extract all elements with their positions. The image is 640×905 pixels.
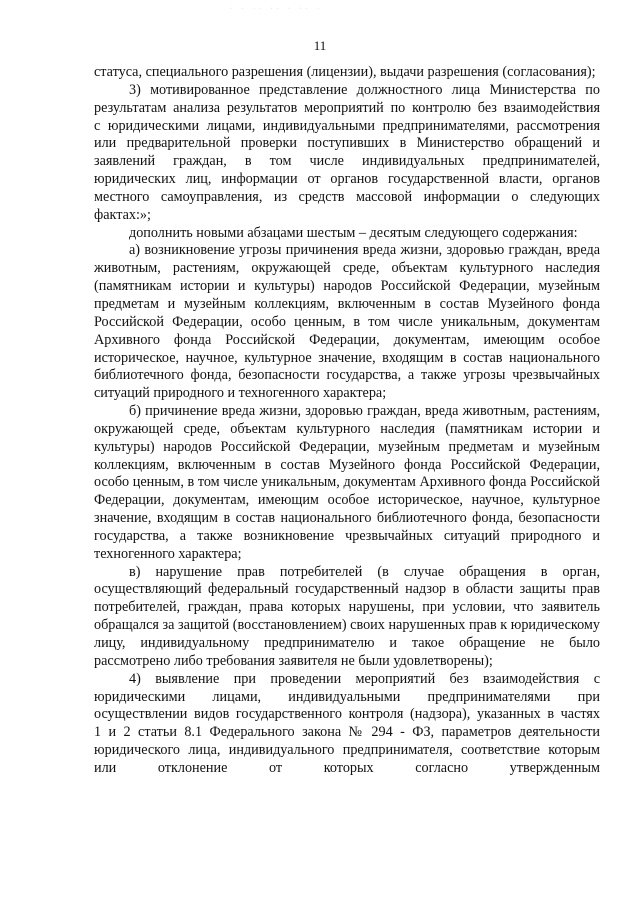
document-body [94,64,600,778]
page-number: 11 [313,38,327,53]
paragraph-amendment-intro: дополнить новыми абзацами шестым – десятым следующего содержания: [129,224,578,241]
paragraph-item-3: 3) мотивированное представление должностного лица Министерства по результатам анализа результатов мероприятий по контролю без взаимодействия с юридическими лицами, индивидуальными предпринимателями, рассмотрения или предварительной проверки поступивших в Министерство обращений и заявлений граждан, в том числе индивидуальных предпринимателей, юридических лиц, информации от органов государственной власти, органов местного самоуправления, из средств массовой информации о следующих фактах:»; [94,81,600,223]
paragraph-item-b: б) причинение вреда жизни, здоровью граждан, вреда животным, растениям, окружающей среде, объектам культурного наследия (памятникам истории и культуры) народов Российской Федерации, музейным предметам и музейным коллекциям, включенным в состав Музейного фонда Российской Федерации, особо ценным, в том числе уникальным, документам Архивного фонда Российской Федерации, документам, имеющим особое историческое, научное, культурное значение, входящим в состав национального библиотечного фонда, безопасности государства, а также возникновение чрезвычайных ситуаций природного и техногенного характера; [94,403,600,562]
paragraph-item-a: а) возникновение угрозы причинения вреда жизни, здоровью граждан, вреда животным, растениям, окружающей среде, объектам культурного наследия (памятникам истории и культуры) народов Российской Федерации, музейным предметам и музейным коллекциям, включенным в состав Музейного фонда Российской Федерации, особо ценным, в том числе уникальным, документам Архивного фонда Российской Федерации, документам, имеющим особое историческое, научное, культурное значение, входящим в состав национального библиотечного фонда, безопасности государства, а также угрозы чрезвычайных ситуаций природного и техногенного характера; [94,242,600,402]
scan-artifacts: · · ·· ·· · ·· · [230,6,323,12]
paragraph-status-continuation: статуса, специального разрешения (лицензии), выдачи разрешения (согласования); [94,64,596,80]
paragraph-item-4: 4) выявление при проведении мероприятий без взаимодействия с юридическими лицами, индивидуальными предпринимателями при осуществлении видов государственного контроля (надзора), указанных в частях 1 и 2 статьи 8.1 Федерального закона № 294 - ФЗ, параметров деятельности юридического лица, индивидуального предпринимателя, соответствие которым или отклонение от которых согласно утвержденным [94,670,600,776]
paragraph-item-v: в) нарушение прав потребителей (в случае обращения в орган, осуществляющий федеральный государственный надзор в области защиты прав потребителей, граждан, права которых нарушены, при условии, что заявитель обращался за защитой (восстановлением) своих нарушенных прав к юридическому лицу, индивидуальному предпринимателю и такое обращение не было рассмотрено либо требования заявителя не были удовлетворены); [94,563,600,669]
